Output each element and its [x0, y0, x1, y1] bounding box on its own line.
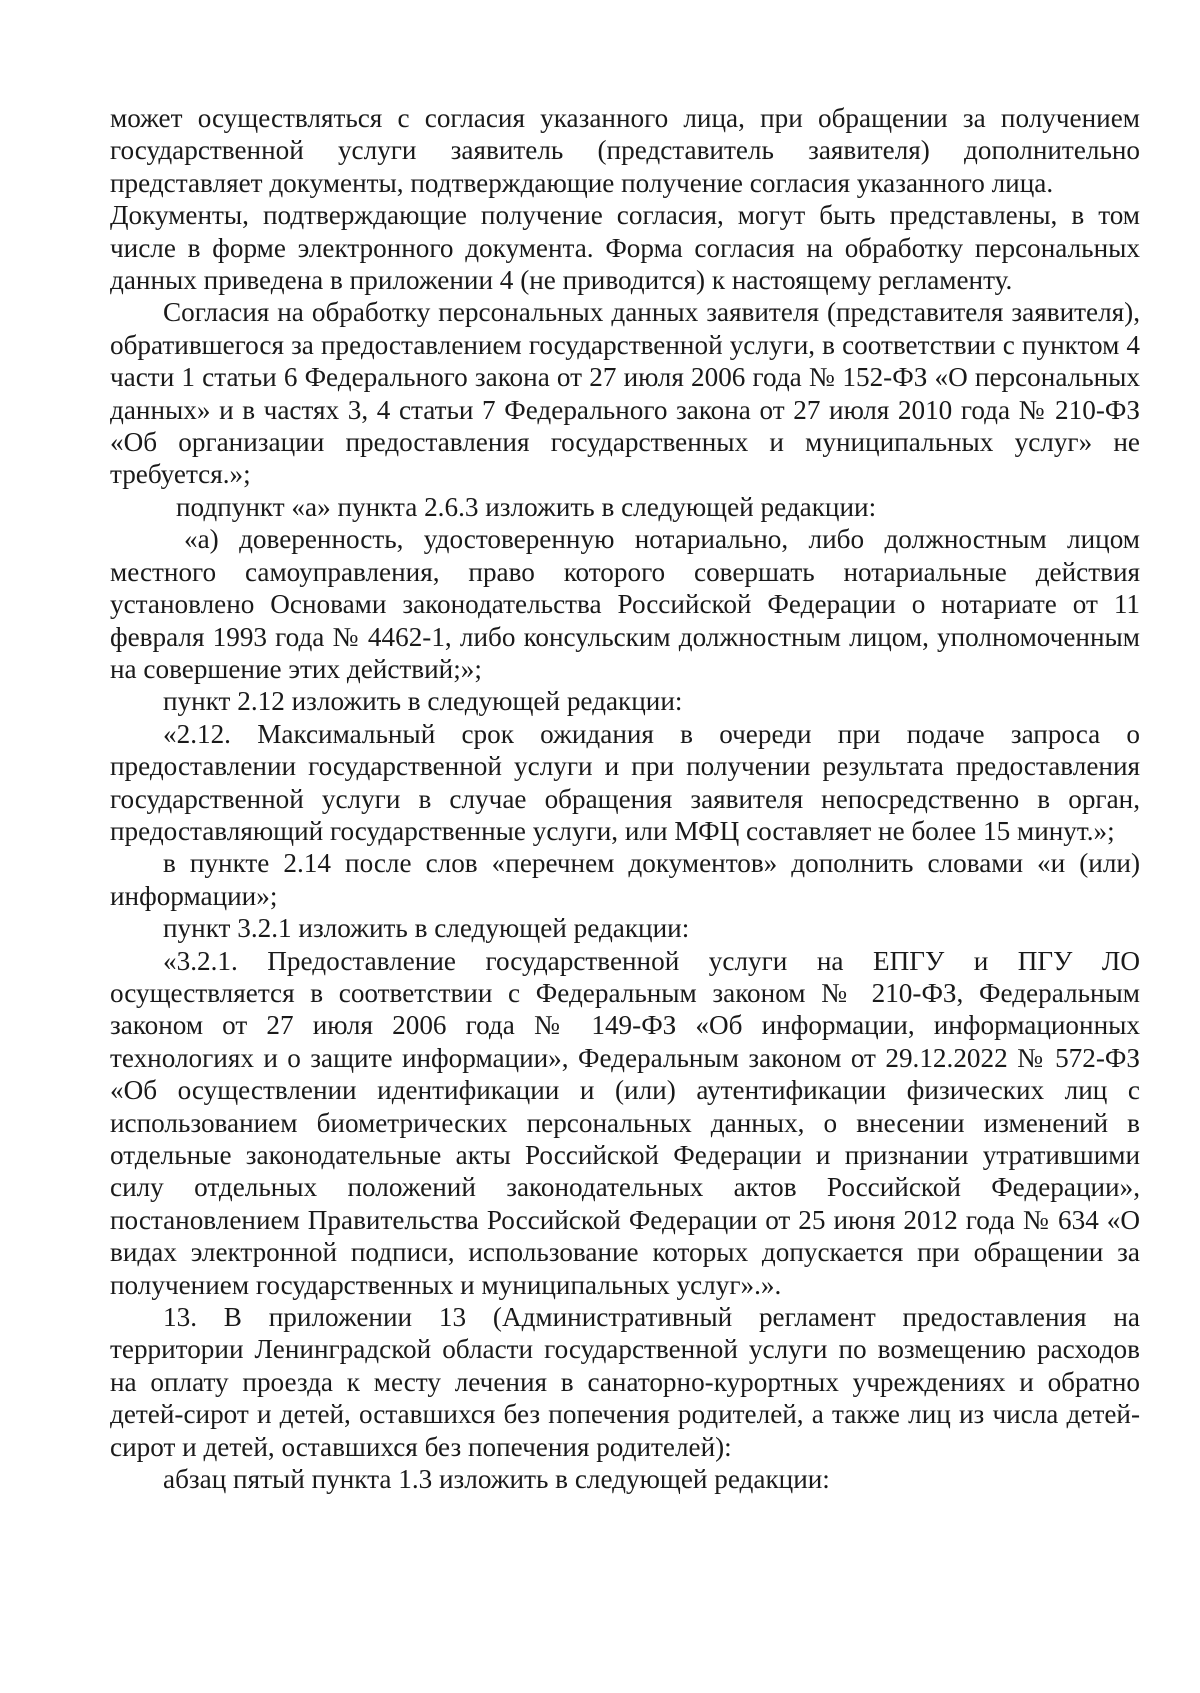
- paragraph-consent-documents: Документы, подтверждающие получение согласия, могут быть представлены, в том числе в форме электронного документа. Форма согласия на обработку персональных данных приведена в приложении 4 (не приводится) к настоящему регламенту.: [110, 200, 1140, 296]
- paragraph-point-2-14-amendment: в пункте 2.14 после слов «перечнем документов» дополнить словами «и (или) информации»;: [110, 848, 1140, 911]
- paragraph-point-3-2-1-text: «3.2.1. Предоставление государственной услуги на ЕПГУ и ПГУ ЛО осуществляется в соответствии с Федеральным законом № 210-ФЗ, Федеральным законом от 27 июля 2006 года № 149-ФЗ «Об информации, информационных технологиях и о защите информации», Федеральным законом от 29.12.2022 № 572-ФЗ «Об осуществлении идентификации и (или) аутентификации физических лиц с использованием биометрических персональных данных, о внесении изменений в отдельные законодательные акты Российской Федерации и признании утратившими силу отдельных положений законодательных актов Российской Федерации», постановлением Правительства Российской Федерации от 25 июня 2012 года № 634 «О видах электронной подписи, использование которых допускается при обращении за получением государственных и муниципальных услуг».».: [110, 945, 1140, 1300]
- paragraph-point-2-12-instruction: пункт 2.12 изложить в следующей редакции:: [163, 686, 683, 717]
- paragraph-point-1-3-instruction: абзац пятый пункта 1.3 изложить в следующей редакции:: [163, 1464, 830, 1495]
- paragraph-point-2-12-text: «2.12. Максимальный срок ожидания в очереди при подаче запроса о предоставлении государственной услуги и при получении результата предоставления государственной услуги в случае обращения заявителя непосредственно в орган, предоставляющий государственные услуги, или МФЦ составляет не более 15 минут.»;: [110, 718, 1140, 846]
- paragraph-subpoint-a-text: «а) доверенность, удостоверенную нотариально, либо должностным лицом местного самоуправления, право которого совершать нотариальные действия установлено Основами законодательства Российской Федерации о нотариате от 11 февраля 1993 года № 4462-1, либо консульским должностным лицом, уполномоченным на совершение этих действий;»;: [110, 524, 1140, 684]
- paragraph-appendix-13: 13. В приложении 13 (Административный регламент предоставления на территории Ленинградской области государственной услуги по возмещению расходов на оплату проезда к месту лечения в санаторно-курортных учреждениях и обратно детей-сирот и детей, оставшихся без попечения родителей, а также лиц из числа детей-сирот и детей, оставшихся без попечения родителей):: [110, 1302, 1140, 1462]
- paragraph-consent-not-required: Согласия на обработку персональных данных заявителя (представителя заявителя), обратившегося за предоставлением государственной услуги, в соответствии с пунктом 4 части 1 статьи 6 Федерального закона от 27 июля 2006 года № 152-ФЗ «О персональных данных» и в частях 3, 4 статьи 7 Федерального закона от 27 июля 2010 года № 210-ФЗ «Об организации предоставления государственных и муниципальных услуг» не требуется.»;: [110, 297, 1140, 490]
- paragraph-point-3-2-1-instruction: пункт 3.2.1 изложить в следующей редакции:: [163, 913, 690, 944]
- paragraph-consent-continuation: может осуществляться с согласия указанного лица, при обращении за получением государственной услуги заявитель (представитель заявителя) дополнительно представляет документы, подтверждающие получение согласия указанного лица.: [110, 103, 1140, 198]
- paragraph-subpoint-a-instruction: подпункт «а» пункта 2.6.3 изложить в следующей редакции:: [176, 491, 877, 522]
- document-page: [110, 102, 1140, 1495]
